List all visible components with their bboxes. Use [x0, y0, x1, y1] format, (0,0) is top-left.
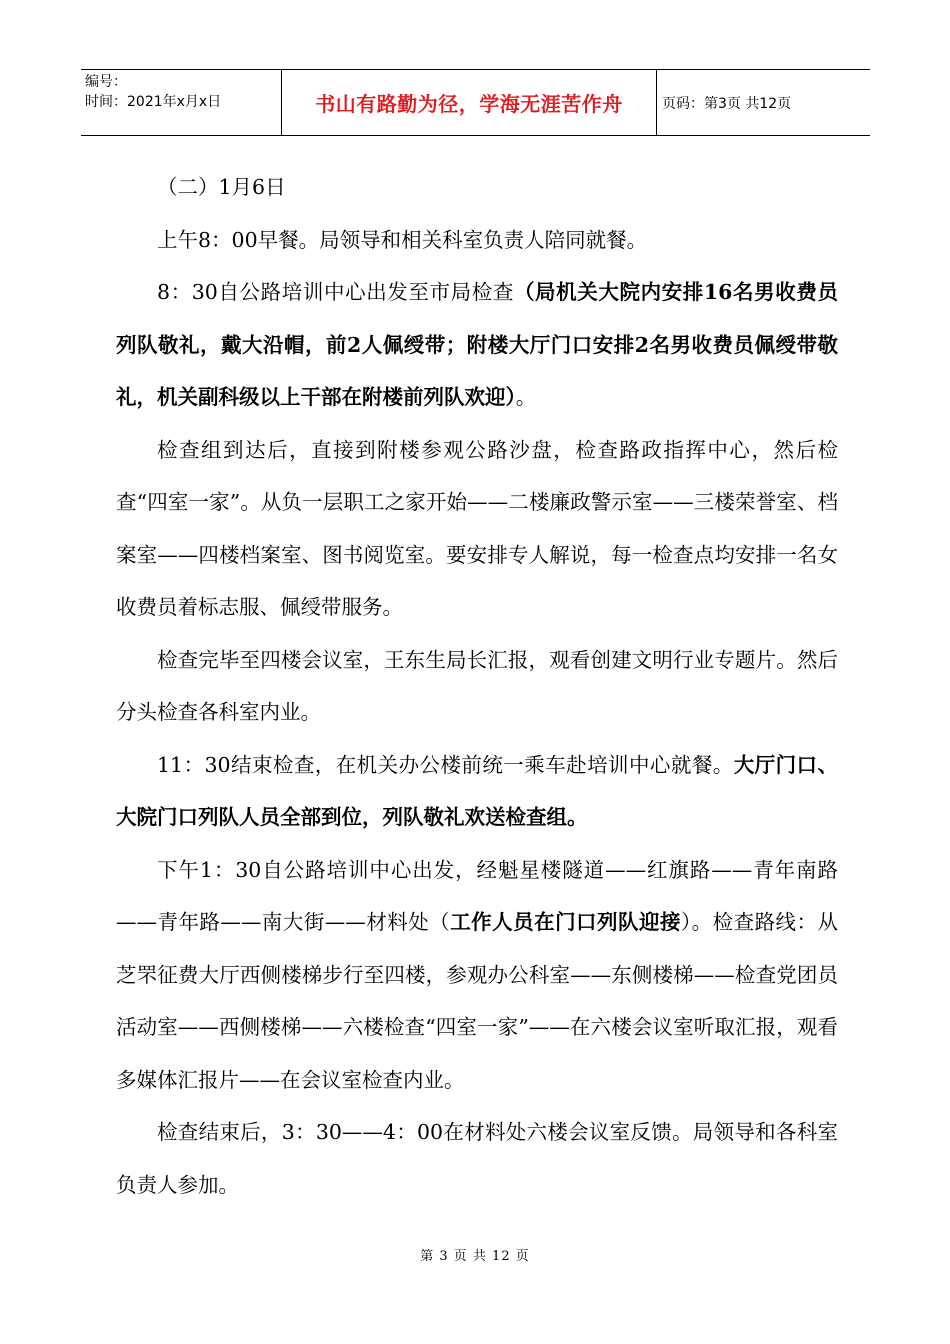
- header-motto: 书山有路勤为径，学海无涯苦作舟: [282, 70, 657, 135]
- page-header: [81, 69, 870, 136]
- paragraph-departure: [116, 266, 838, 424]
- paragraph-inspection: 检查组到达后，直接到附楼参观公路沙盘，检查路政指挥中心，然后检查“四室一家”。从负一层职工之家开始——二楼廉政警示室——三楼荣誉室、档案室——四楼档案室、图书阅览室。要安排专人解说，每一检查点均安排一名女收费员着标志服、佩绶带服务。: [116, 437, 838, 619]
- header-page-info: 页码：第3页 共12页: [662, 95, 792, 112]
- departure-end: 。: [515, 385, 537, 409]
- paragraph-report: 检查完毕至四楼会议室，王东生局长汇报，观看创建文明行业专题片。然后分头检查各科室内业。: [116, 647, 838, 724]
- afternoon-route: 下午1：30自公路培训中心出发，经魁星楼隧道——红旗路——青年南路——青年路——南大街——材料处（: [116, 857, 838, 934]
- paragraph-end-inspection: [116, 739, 838, 844]
- end-inspection-farewell: 大厅门口、大院门口列队人员全部到位，列队敬礼欢送检查组。: [116, 752, 839, 829]
- document-time-label: 时间：2021年x月x日: [85, 94, 222, 110]
- departure-text: 8：30自公路培训中心出发至市局检查: [157, 280, 514, 304]
- section-heading: （二）1月6日: [157, 175, 286, 199]
- paragraph-feedback: 检查结束后，3：30——4：00在材料处六楼会议室反馈。局领导和各科室负责人参加。: [116, 1120, 838, 1197]
- end-inspection-text: 11：30结束检查，在机关办公楼前统一乘车赴培训中心就餐。: [157, 752, 734, 777]
- departure-arrangement: （局机关大院内安排16名男收费员列队敬礼，戴大沿帽，前2人佩绶带；附楼大厅门口安排2名男收费员佩绶带敬礼，机关副科级以上干部在附楼前列队欢迎）: [116, 280, 838, 409]
- document-number-label: 编号：: [85, 74, 127, 90]
- header-meta: [81, 70, 282, 135]
- afternoon-inspection-route: ）。检查路线：从芝罘征费大厅西侧楼梯步行至四楼，参观办公科室——东侧楼梯——检查党团员活动室——西侧楼梯——六楼检查“四室一家”——在六楼会议室听取汇报，观看多媒体汇报片——在会议室检查内业。: [116, 910, 839, 1092]
- page-footer: 第 3 页 共 12 页: [420, 1249, 530, 1264]
- document-body: [116, 161, 838, 1211]
- paragraph-breakfast: 上午8：00早餐。局领导和相关科室负责人陪同就餐。: [157, 227, 648, 252]
- paragraph-afternoon: [116, 844, 838, 1107]
- afternoon-welcome: 工作人员在门口列队迎接: [450, 910, 681, 934]
